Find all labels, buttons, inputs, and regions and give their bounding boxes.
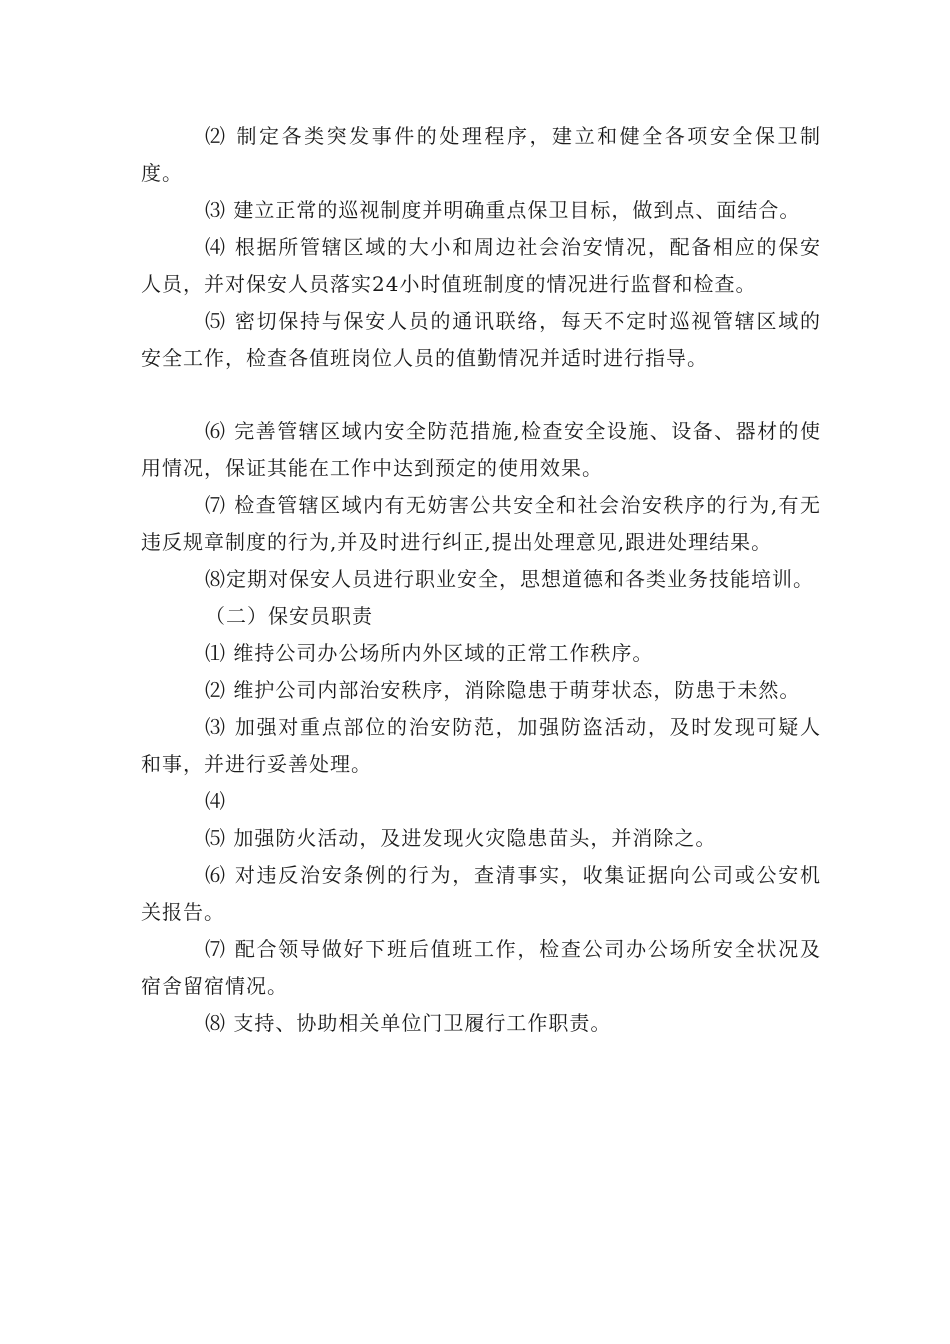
- paragraph-guard-4: ⑷: [205, 789, 226, 813]
- paragraph-guard-8: ⑻ 支持、协助相关单位门卫履行工作职责。: [205, 1011, 612, 1035]
- paragraph-spacer: [141, 377, 821, 413]
- section-heading-guard-duties: （二）保安员职责: [205, 604, 373, 628]
- paragraph-duty-8: ⑻定期对保安人员进行职业安全，思想道德和各类业务技能培训。: [205, 567, 814, 591]
- paragraph-duty-6: ⑹ 完善管辖区域内安全防范措施,检查安全设施、设备、器材的使用情况，保证其能在工作中达到预定的使用效果。: [141, 419, 821, 480]
- paragraph-guard-6: ⑹ 对违反治安条例的行为，查清事实，收集证据向公司或公安机关报告。: [141, 863, 821, 924]
- paragraph-guard-5: ⑸ 加强防火活动，及进发现火灾隐患苗头，并消除之。: [205, 826, 717, 850]
- paragraph-guard-1: ⑴ 维持公司办公场所内外区域的正常工作秩序。: [205, 641, 654, 665]
- paragraph-duty-2: ⑵ 制定各类突发事件的处理程序，建立和健全各项安全保卫制度。: [141, 124, 821, 185]
- paragraph-duty-7: ⑺ 检查管辖区域内有无妨害公共安全和社会治安秩序的行为,有无违反规章制度的行为,并及时进行纠正,提出处理意见,跟进处理结果。: [141, 493, 821, 554]
- paragraph-guard-3: ⑶ 加强对重点部位的治安防范，加强防盗活动，及时发现可疑人和事，并进行妥善处理。: [141, 715, 821, 776]
- paragraph-duty-3: ⑶ 建立正常的巡视制度并明确重点保卫目标，做到点、面结合。: [205, 198, 801, 222]
- paragraph-guard-7: ⑺ 配合领导做好下班后值班工作，检查公司办公场所安全状况及宿舍留宿情况。: [141, 937, 821, 998]
- paragraph-guard-2: ⑵ 维护公司内部治安秩序，消除隐患于萌芽状态，防患于未然。: [205, 678, 801, 702]
- document-page: [141, 118, 821, 1042]
- paragraph-duty-5: ⑸ 密切保持与保安人员的通讯联络，每天不定时巡视管辖区域的安全工作，检查各值班岗位人员的值勤情况并适时进行指导。: [141, 309, 821, 370]
- paragraph-duty-4: ⑷ 根据所管辖区域的大小和周边社会治安情况，配备相应的保安人员，并对保安人员落实24小时值班制度的情况进行监督和检查。: [141, 235, 821, 296]
